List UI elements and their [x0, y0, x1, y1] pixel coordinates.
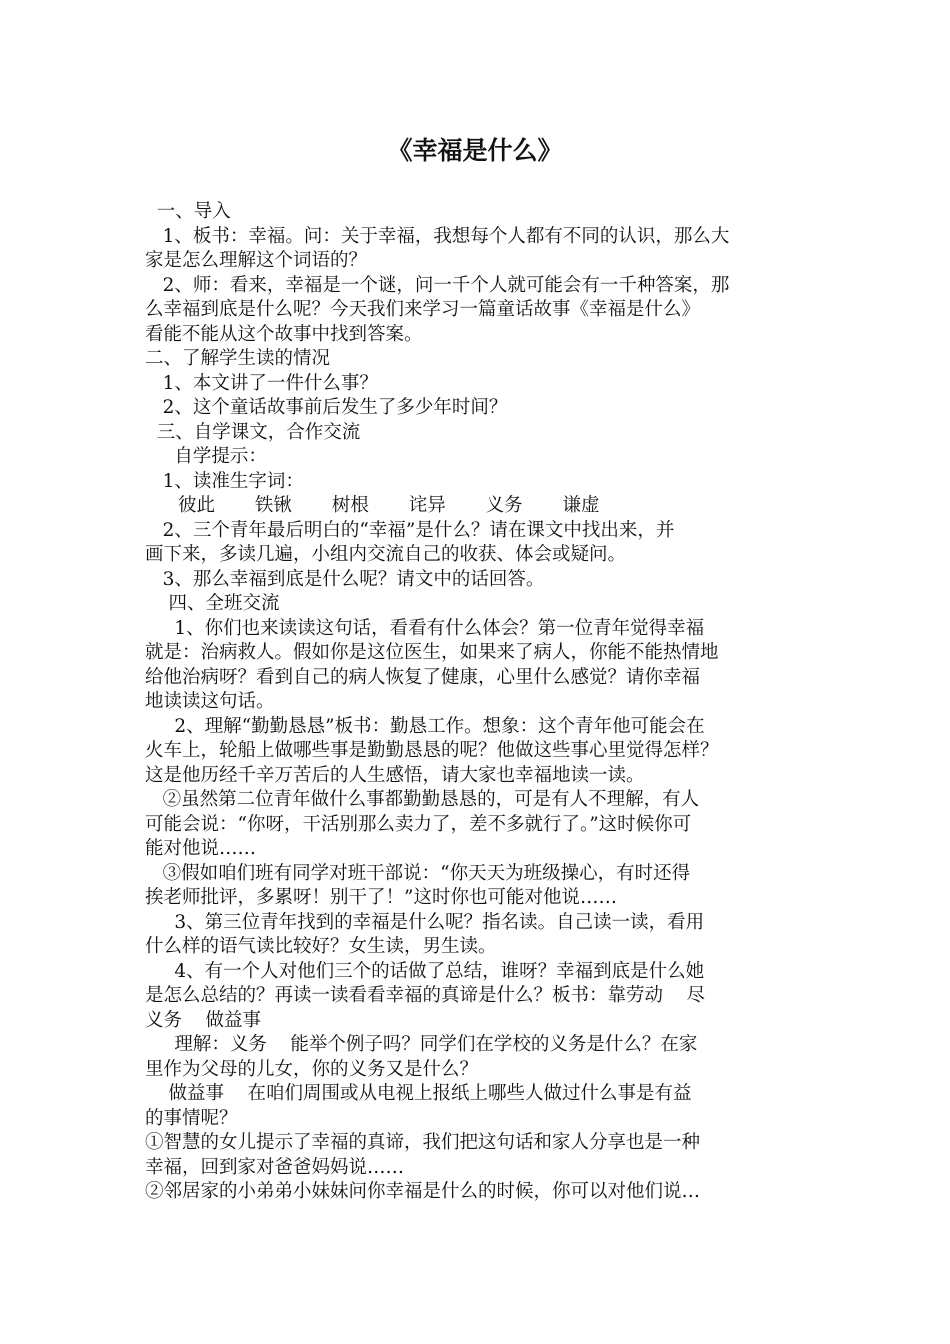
text-line: 可能会说：“你呀，干活别那么卖力了，差不多就行了。”这时候你可	[145, 814, 692, 835]
text-line: 自学提示：	[145, 446, 267, 467]
text-line: 三、自学课文，合作交流	[145, 422, 361, 443]
text-line: 2、这个童话故事前后发生了多少年时间？	[145, 397, 508, 418]
text-line: 地读读这句话。	[145, 691, 275, 712]
vocab-row	[178, 494, 848, 518]
text-line: 这是他历经千辛万苦后的人生感悟，请大家也幸福地读一读。	[145, 765, 645, 786]
text-line: 2、理解“勤勤恳恳”板书：勤恳工作。想象：这个青年他可能会在	[145, 716, 705, 737]
vocab-word: 义务	[485, 495, 523, 516]
text-line: ②虽然第二位青年做什么事都勤勤恳恳的，可是有人不理解，有人	[145, 789, 700, 810]
text-line: 火车上，轮船上做哪些事是勤勤恳恳的呢？他做这些事心里觉得怎样？	[145, 740, 719, 761]
document-title: 《幸福是什么》	[387, 136, 563, 165]
text-line: 画下来，多读几遍，小组内交流自己的收获、体会或疑问。	[145, 544, 627, 565]
text-line: 幸福，回到家对爸爸妈妈说……	[145, 1157, 405, 1178]
text-line: 做益事 在咱们周围或从电视上报纸上哪些人做过什么事是有益	[145, 1083, 692, 1104]
vocab-word: 谦虚	[562, 495, 600, 516]
text-line: 一、导入	[145, 201, 231, 222]
vocab-word: 铁锹	[254, 495, 292, 516]
text-line: 能对他说……	[145, 838, 257, 859]
text-line: 四、全班交流	[145, 593, 280, 614]
text-line: 1、你们也来读读这句话，看看有什么体会？第一位青年觉得幸福	[145, 618, 705, 639]
vocab-word: 诧异	[408, 495, 446, 516]
text-line: 二、了解学生读的情况	[145, 348, 331, 369]
text-line: 么幸福到底是什么呢？今天我们来学习一篇童话故事《幸福是什么》	[145, 299, 701, 320]
text-line: 4、有一个人对他们三个的话做了总结，谁呀？幸福到底是什么她	[145, 961, 705, 982]
text-line: 里作为父母的儿女，你的义务又是什么？	[145, 1059, 479, 1080]
text-line: 3、那么幸福到底是什么呢？请文中的话回答。	[145, 569, 545, 590]
text-line: 什么样的语气读比较好？女生读，男生读。	[145, 936, 497, 957]
text-line: 1、读准生字词：	[145, 471, 304, 492]
text-line: 是怎么总结的？再读一读看看幸福的真谛是什么？板书：靠劳动 尽	[145, 985, 706, 1006]
text-line: ①智慧的女儿提示了幸福的真谛，我们把这句话和家人分享也是一种	[145, 1132, 701, 1153]
text-line: 3、第三位青年找到的幸福是什么呢？指名读。自己读一读，看用	[145, 912, 705, 933]
text-line: 看能不能从这个故事中找到答案。	[145, 324, 423, 345]
text-line: 给他治病呀？看到自己的病人恢复了健康，心里什么感觉？请你幸福	[145, 667, 701, 688]
text-line: ③假如咱们班有同学对班干部说：“你天天为班级操心，有时还得	[145, 863, 691, 884]
text-line: 2、师：看来，幸福是一个谜，问一千个人就可能会有一千种答案，那	[145, 275, 730, 296]
text-line: 2、三个青年最后明白的“幸福”是什么？请在课文中找出来，并	[145, 520, 675, 541]
text-line: 就是：治病救人。假如你是这位医生，如果来了病人，你能不能热情地	[145, 642, 719, 663]
text-line: 1、本文讲了一件什么事？	[145, 373, 378, 394]
text-line: 理解：义务 能举个例子吗？同学们在学校的义务是什么？在家	[145, 1034, 698, 1055]
text-line: 义务 做益事	[145, 1010, 262, 1031]
vocab-word: 彼此	[178, 495, 216, 516]
vocab-word: 树根	[331, 495, 369, 516]
text-line: 家是怎么理解这个词语的？	[145, 250, 368, 271]
text-line: 的事情呢？	[145, 1108, 238, 1129]
text-line: 1、板书：幸福。问：关于幸福，我想每个人都有不同的认识，那么大	[145, 226, 730, 247]
text-line: ②邻居家的小弟弟小妹妹问你幸福是什么的时候，你可以对他们说…	[145, 1181, 701, 1202]
text-line: 挨老师批评，多累呀！别干了！”这时你也可能对他说……	[145, 887, 617, 908]
